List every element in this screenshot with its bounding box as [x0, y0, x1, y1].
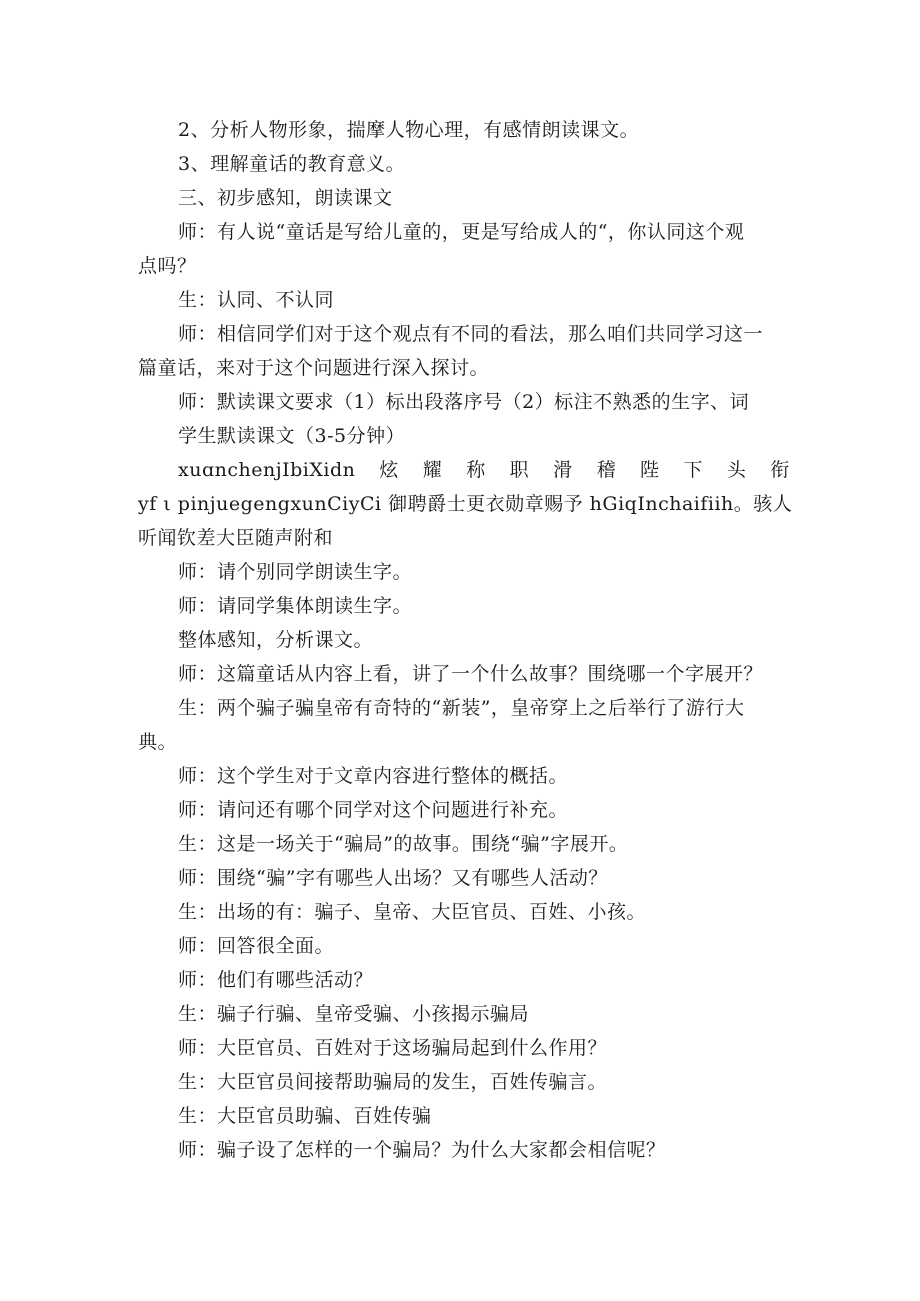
- text-line: 生：出场的有：骗子、皇帝、大臣官员、百姓、小孩。: [178, 901, 647, 923]
- text-line: 2、分析人物形象，揣摩人物心理，有感情朗读课文。: [178, 119, 640, 141]
- text-line: 篇童话，来对于这个问题进行深入探讨。: [138, 357, 490, 379]
- text-line: 师：骗子设了怎样的一个骗局？为什么大家都会相信呢？: [178, 1139, 666, 1161]
- vocabulary-char: 职: [509, 459, 530, 481]
- vocabulary-line: [138, 453, 790, 487]
- text-line: 生：大臣官员间接帮助骗局的发生，百姓传骗言。: [178, 1071, 608, 1093]
- vocabulary-char: 下: [683, 459, 703, 481]
- text-line: 学生默读课文（3-5分钟）: [178, 425, 406, 447]
- vocabulary-char: 滑: [553, 459, 573, 481]
- vocabulary-char: 头: [726, 459, 747, 481]
- document-body: [138, 113, 793, 1167]
- text-line: 师：请个别同学朗读生字。: [178, 561, 413, 583]
- text-line: 师：大臣官员、百姓对于这场骗局起到什么作用？: [178, 1037, 608, 1059]
- text-line: 师：请问还有哪个同学对这个问题进行补充。: [178, 799, 569, 821]
- text-line: 生：大臣官员助骗、百姓传骗: [178, 1105, 432, 1127]
- text-line: 生：两个骗子骗皇帝有奇特的“新装”，皇帝穿上之后举行了游行大: [178, 697, 745, 719]
- text-line: 典。: [138, 731, 178, 753]
- text-line: 3、理解童话的教育意义。: [178, 153, 406, 175]
- pinyin-text: xuɑnchenjIbiXidn: [178, 459, 356, 481]
- text-line: 生：骗子行骗、皇帝受骗、小孩揭示骗局: [178, 1003, 530, 1025]
- text-line: 听闻钦差大臣随声附和: [138, 527, 334, 549]
- vocabulary-char: 稽: [596, 459, 617, 481]
- text-line: 师：这个学生对于文章内容进行整体的概括。: [178, 765, 569, 787]
- text-line: 师：他们有哪些活动？: [178, 969, 374, 991]
- text-line: 师：这篇童话从内容上看，讲了一个什么故事？围绕哪一个字展开？: [178, 663, 764, 685]
- text-line: 师：相信同学们对于这个观点有不同的看法，那么咱们共同学习这一: [178, 323, 764, 345]
- vocabulary-char: 耀: [422, 459, 443, 481]
- text-line: 整体感知，分析课文。: [178, 629, 374, 651]
- vocabulary-char: 称: [466, 459, 486, 481]
- text-line: 生：这是一场关于“骗局”的故事。围绕“骗”字展开。: [178, 833, 629, 855]
- text-line: 点吗？: [138, 255, 197, 277]
- vocabulary-char: 衔: [770, 459, 790, 481]
- vocabulary-char: 陛: [640, 459, 660, 481]
- vocabulary-char: 炫: [379, 459, 399, 481]
- text-line: yf ι pinjuegengxunCiyCi 御聘爵士更衣勋章赐予 hGiqInchaifiih。骇人: [138, 493, 793, 515]
- text-line: 师：请同学集体朗读生字。: [178, 595, 413, 617]
- text-line: 师：围绕“骗”字有哪些人出场？又有哪些人活动？: [178, 867, 608, 889]
- text-line: 师：默读课文要求（1）标出段落序号（2）标注不熟悉的生字、词: [178, 391, 750, 413]
- text-line: 师：回答很全面。: [178, 935, 335, 957]
- text-line: 生：认同、不认同: [178, 289, 335, 311]
- text-line: 师：有人说“童话是写给儿童的，更是写给成人的“，你认同这个观: [178, 221, 745, 243]
- text-line: 三、初步感知，朗读课文: [178, 187, 393, 209]
